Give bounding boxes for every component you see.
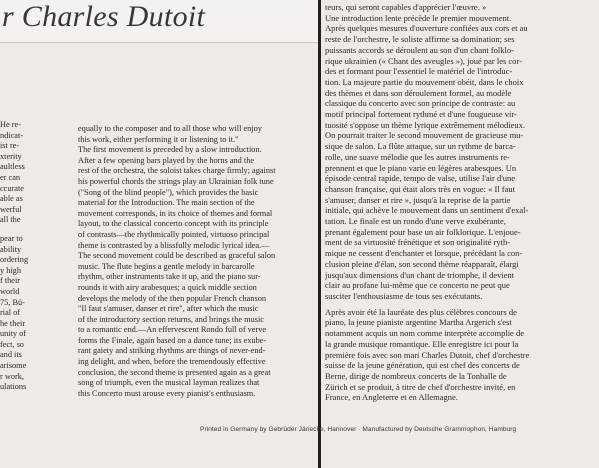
paragraph-gap [0,226,72,234]
text-line: des thèmes et dans son déroulement formel, au modèle [325,87,512,98]
text-line: clusion pleine d'élan, son second thème réapparaît, élargi [325,258,519,269]
text-line: ing delight, and when, before the tremendously effective [78,357,266,367]
text-line: clair au profane lui-même que ce concerto ne peut que [325,280,510,291]
text-line: y high [0,265,21,275]
right-column-text [325,2,597,403]
text-line: develops the melody of the then popular French chanson [78,293,267,303]
text-line: conclusion, the second theme is presented again as a great [78,367,271,377]
text-line: s'amuser, danser et rire », jusqu'à la reprise de la partie [325,194,511,205]
text-line: tuosité s'oppose un thème lyrique extrêmement mélodieux. [325,119,526,130]
text-line: rial of [0,308,21,318]
text-line: prennent et que le piano varie en légères arabesques. Un [325,162,517,173]
text-line: rolle, une suave mélodie que les autres instruments re- [325,151,510,162]
text-line: tion. La majeure partie du mouvement obéit, dans le choix [325,76,524,87]
text-line: rhythm, other instruments take it up, and the piano sur- [78,272,261,282]
text-line: ("Song of the blind people"), which provides the basic [78,187,259,197]
text-line: After a few opening bars played by the horns and the [78,155,255,165]
text-line: On pourrait traiter le second mouvement de gracieuse mu- [325,130,524,141]
title-banner [0,0,318,43]
text-line: song of triumph, even the musical layman realizes that [78,378,260,388]
text-line: to a romantic end.—An effervescent Rondo full of verve [78,325,267,335]
text-line: reste de l'orchestre, le soliste affirme sa domination; ses [325,34,515,45]
text-line: motif principal fortement rythmé et d'une fougueuse vir- [325,109,517,120]
text-line: The first movement is preceded by a slow introduction. [78,145,262,155]
text-line: Berne, dirige de nombreux concerts de la Tonhalle de [325,370,507,381]
text-line: er can [0,172,21,182]
text-line: this work, either performing it or listening to it." [78,134,239,144]
text-line: Zürich et se produit, à titre de chef d'orchestre invité, en [325,381,516,392]
text-line: première fois avec son mari Charles Dutoit, chef d'orchestre [325,349,530,360]
text-line: and its [0,350,22,360]
text-line: ndicat- [0,130,24,140]
text-line: r work, [0,371,24,381]
text-line: pear to [0,233,23,243]
text-line: equally to the composer and to all those who will enjoy [78,124,262,133]
middle-column-text [78,124,314,399]
text-line: teurs, qui seront capables d'apprécier l'œuvre. » [325,2,487,12]
text-line: piano, la jeune pianiste argentine Martha Argerich s'est [325,317,512,328]
text-line: of contrasts—the rhythmically pointed, virtuoso principal [78,229,270,239]
text-line: material for the Introduction. The main section of the [78,198,255,208]
text-line: theme is contrasted by a blissfully melodic lyrical idea.— [78,240,270,250]
text-line: layout, to the classical concerto concept with its principle [78,219,269,229]
text-line: Après quelques mesures d'ouverture confiées aux cors et au [325,23,528,34]
text-line: able as [0,194,23,204]
text-line: épisode central rapide, tempo de valse, utilise l'air d'une [325,173,515,184]
text-line: movement corresponds, in its choice of themes and formal [78,208,273,218]
text-line: fect, so [0,339,24,349]
text-line: initiale, qui achève le mouvement dans un sentiment d'exal- [325,205,529,216]
text-line: rest of the orchestra, the soloist takes charge firmly; against [78,166,276,176]
text-line: notamment acquis un nom comme interprète accomplie de [325,328,524,339]
text-line: ccurate [0,183,24,193]
column-divider [318,0,321,468]
text-line: f their [0,276,21,286]
text-line: mique ne cessent d'enchanter et lorsque, précédant la con- [325,248,523,259]
text-line: his powerful chords the strings play an Ukrainian folk tune [78,176,274,186]
text-line: Après avoir été la lauréate des plus célèbres concours de [325,306,517,317]
text-line: France, en Angleterre et en Allemagne. [325,392,458,403]
text-line: this Concerto must arouse every pianist's enthusiasm. [78,388,256,398]
text-line: arisome [0,361,27,371]
text-line: ordering [0,255,29,265]
text-line: ment de sa virtuosité frénétique et son originalité ryth- [325,237,511,248]
text-line: He re- [0,120,21,129]
text-line: ist re- [0,141,20,151]
text-line: la grande musique romantique. Elle enregistre ici pour la [325,338,519,349]
text-line: music. The flute begins a gentle melody in barcarolle [78,261,255,271]
text-line: forms the Finale, again based on a dance tune; its exube- [78,335,267,345]
text-line: rounds it with airy arabesques; a quick middle section [78,282,257,292]
text-line: prenant également pour base un air folklorique. L'enjoue- [325,226,521,237]
text-line: tation. Le finale est un rondo d'une verve exubérante, [325,216,506,227]
text-line: world [0,286,20,296]
text-line: Une introduction lente précède le premier mouvement. [325,12,512,23]
text-line: werful [0,204,22,214]
text-line: des et formant pour l'essentiel le matériel de l'introduc- [325,66,513,77]
text-line: puissants accords se déroulent au son d'un chant folklo- [325,44,514,55]
text-line: "Il faut s'amuser, danser et rire", after which the music [78,304,259,314]
text-line: chanson française, qui était alors très en vogue: « Il faut [325,183,516,194]
text-line: of the introductory section returns, and brings the music [78,314,264,324]
text-line: susciter l'enthousiasme de tous ses exécutants. [325,290,483,301]
text-line: ulations [0,382,27,392]
printer-imprint: Printed in Germany by Gebrüder Jänecke, Hannover · Manufactured by Deutsche Grammophon, Hamburg [200,426,517,433]
left-column-text [0,120,72,393]
text-line: unity of [0,329,27,339]
text-line: jusqu'aux dimensions d'un chant de triomphe, il devient [325,269,515,280]
banner-title: r Charles Dutoit [2,0,206,33]
text-line: rant gaiety and striking rhythms are things of never-end- [78,346,266,356]
text-line: he their [0,318,26,328]
text-line: ability [0,244,22,254]
text-line: sique de salon. La flûte attaque, sur un rythme de barca- [325,141,516,152]
text-line: aultless [0,162,25,172]
text-line: all the [0,215,21,225]
text-line: suisse de la jeune génération, qui est chef des concerts de [325,360,520,371]
text-line: rique ukrainien (« Chant des aveugles »), joué par les cor- [325,55,522,66]
text-line: The second movement could be described as graceful salon [78,251,276,261]
text-line: classique du concerto avec son principe de contraste: au [325,98,516,109]
text-line: xterity [0,151,22,161]
text-line: 75, Bü- [0,297,25,307]
